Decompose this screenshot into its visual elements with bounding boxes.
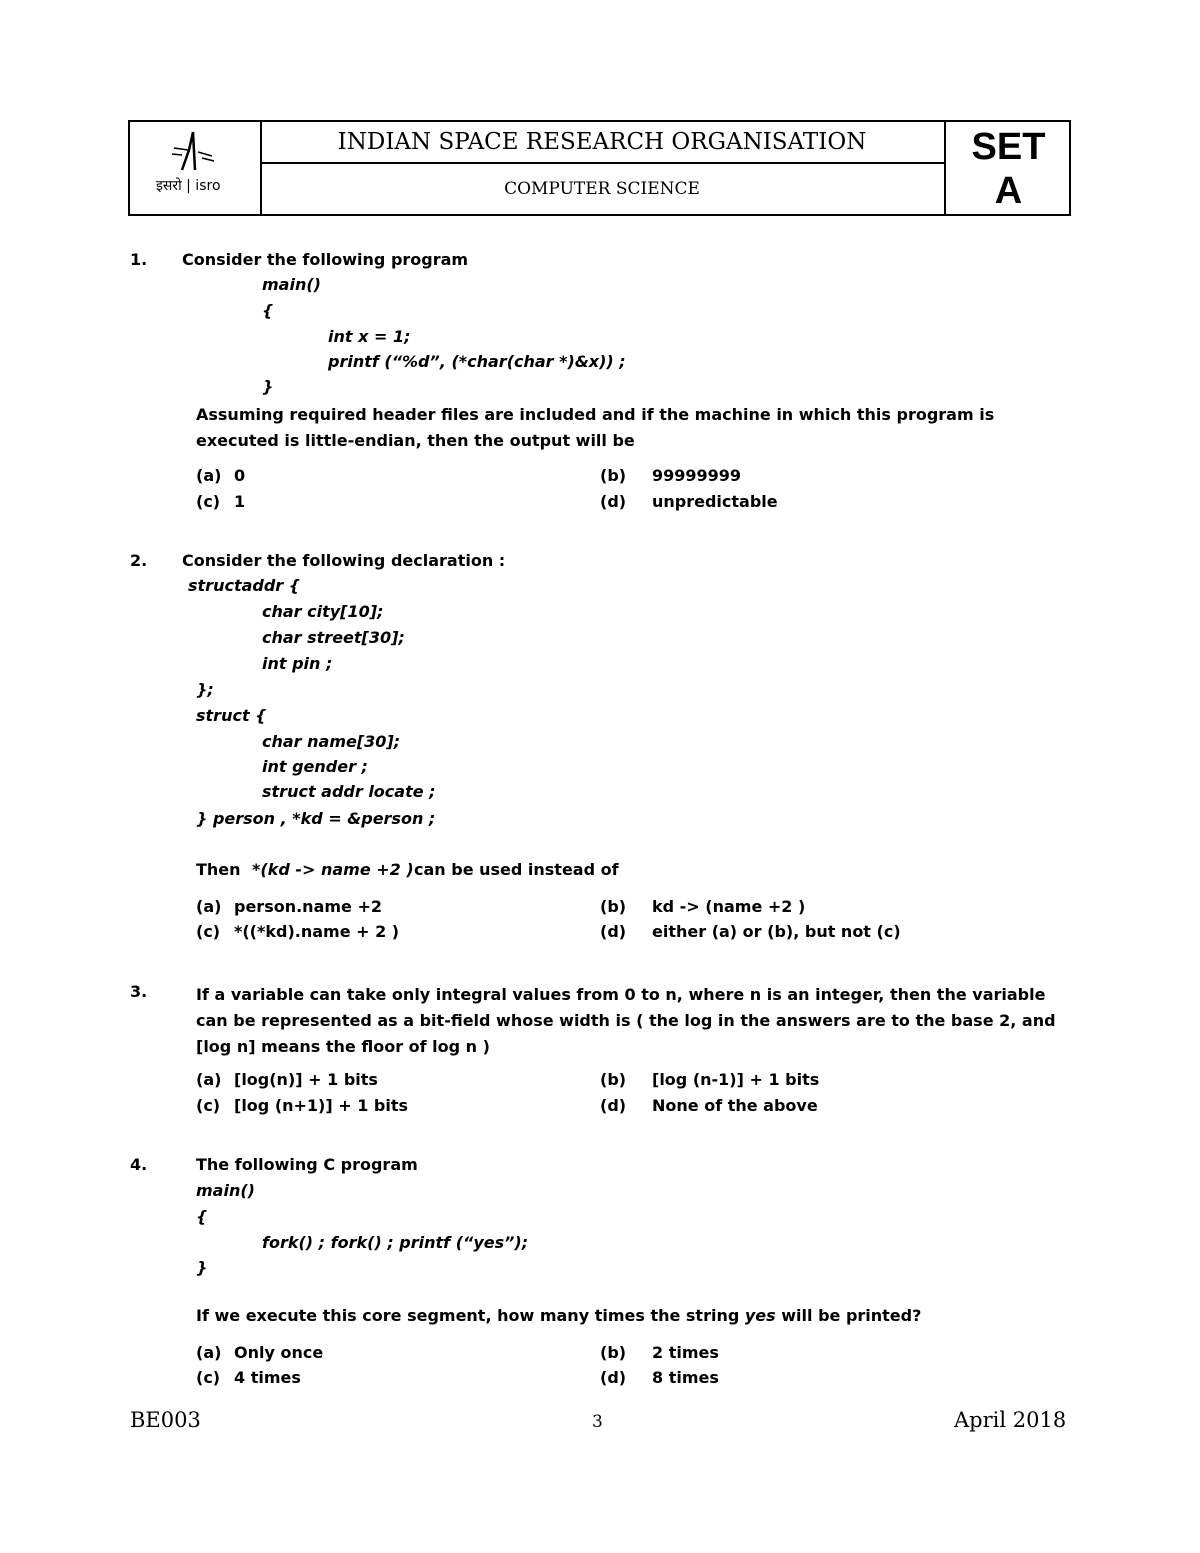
logo-text: इसरो | isro bbox=[156, 178, 221, 194]
q1-option-text: 0 bbox=[234, 466, 246, 485]
q2-code-line: int pin ; bbox=[262, 654, 333, 673]
q3-option-text: [log (n+1)] + 1 bits bbox=[234, 1096, 409, 1115]
q4-number: 4. bbox=[130, 1155, 148, 1174]
header-box bbox=[128, 120, 1071, 216]
q1-code-line: int x = 1; bbox=[328, 327, 411, 346]
q1-code-line: } bbox=[262, 377, 274, 396]
q4-option-text: 8 times bbox=[652, 1368, 719, 1387]
q4-option-label: (c) bbox=[196, 1368, 221, 1387]
q4-question bbox=[196, 1306, 921, 1326]
q4-prompt: The following C program bbox=[196, 1155, 418, 1174]
q2-code-line: char name[30]; bbox=[262, 732, 401, 751]
q4-code-line: } bbox=[196, 1258, 208, 1277]
q2-option-label: (d) bbox=[600, 922, 627, 941]
q3-option-label: (a) bbox=[196, 1070, 222, 1089]
q2-prompt: Consider the following declaration : bbox=[182, 551, 506, 570]
q2-code-line: int gender ; bbox=[262, 757, 368, 776]
set-cell bbox=[944, 122, 1071, 214]
q2-then-tail: can be used instead of bbox=[414, 860, 619, 879]
q3-option-text: None of the above bbox=[652, 1096, 818, 1115]
q4-option-label: (b) bbox=[600, 1343, 627, 1362]
q4-question-pre: If we execute this core segment, how many times the string bbox=[196, 1306, 745, 1325]
title-cell bbox=[260, 122, 944, 214]
q4-option-text: 2 times bbox=[652, 1343, 719, 1362]
q2-option-text: person.name +2 bbox=[234, 897, 382, 916]
q1-option-text: 1 bbox=[234, 492, 246, 511]
q3-number: 3. bbox=[130, 982, 148, 1001]
q4-option-label: (a) bbox=[196, 1343, 222, 1362]
q2-option-text: either (a) or (b), but not (c) bbox=[652, 922, 901, 941]
q4-question-post: will be printed? bbox=[775, 1306, 922, 1325]
q4-option-label: (d) bbox=[600, 1368, 627, 1387]
isro-logo-icon bbox=[168, 130, 218, 174]
subject-title: COMPUTER SCIENCE bbox=[504, 179, 700, 199]
q4-question-emphasis: yes bbox=[744, 1306, 776, 1325]
q3-option-label: (b) bbox=[600, 1070, 627, 1089]
q2-code-line: } person , *kd = &person ; bbox=[196, 809, 436, 828]
q3-option-text: [log(n)] + 1 bits bbox=[234, 1070, 378, 1089]
q2-code-line: struct addr locate ; bbox=[262, 782, 436, 801]
q1-number: 1. bbox=[130, 250, 148, 269]
q1-code-line: printf (“%d”, (*char(char *)&x)) ; bbox=[328, 352, 626, 371]
q1-option-label: (a) bbox=[196, 466, 222, 485]
q4-code-line: main() bbox=[196, 1181, 255, 1200]
q2-then-expression: *(kd -> name +2 ) bbox=[252, 860, 414, 879]
q2-code-line: char city[10]; bbox=[262, 602, 384, 621]
q1-option-label: (b) bbox=[600, 466, 627, 485]
q1-option-label: (d) bbox=[600, 492, 627, 511]
q2-code-line: structaddr { bbox=[188, 576, 301, 595]
q2-code-line: char street[30]; bbox=[262, 628, 405, 647]
q1-code-line: { bbox=[262, 301, 274, 320]
q3-option-label: (c) bbox=[196, 1096, 221, 1115]
q2-option-text: kd -> (name +2 ) bbox=[652, 897, 806, 916]
q2-option-text: *((*kd).name + 2 ) bbox=[234, 922, 400, 941]
q3-option-text: [log (n-1)] + 1 bits bbox=[652, 1070, 820, 1089]
footer-code: BE003 bbox=[130, 1408, 201, 1432]
q2-code-line: }; bbox=[196, 680, 214, 699]
q1-option-text: 99999999 bbox=[652, 466, 742, 485]
organisation-title: INDIAN SPACE RESEARCH ORGANISATION bbox=[260, 122, 944, 164]
set-label: SET bbox=[971, 126, 1046, 168]
set-value: A bbox=[994, 170, 1023, 212]
logo-cell bbox=[130, 122, 262, 214]
q1-option-text: unpredictable bbox=[652, 492, 778, 511]
q1-option-label: (c) bbox=[196, 492, 221, 511]
q3-text: If a variable can take only integral values from 0 to n, where n is an integer, then the variable can be represented as a bit-field whose width is ( the log in the answers are to the base 2, and [log n] means the floor of log n ) bbox=[196, 985, 1056, 1056]
q2-number: 2. bbox=[130, 551, 148, 570]
q2-option-label: (a) bbox=[196, 897, 222, 916]
page-number: 3 bbox=[592, 1412, 603, 1432]
q4-option-text: Only once bbox=[234, 1343, 324, 1362]
q2-then-label: Then bbox=[196, 860, 241, 879]
q2-option-label: (b) bbox=[600, 897, 627, 916]
q1-code-line: main() bbox=[262, 275, 321, 294]
q3-option-label: (d) bbox=[600, 1096, 627, 1115]
q1-text: Assuming required header files are included and if the machine in which this program is executed is little-endian, then the output will be bbox=[196, 405, 995, 450]
q2-option-label: (c) bbox=[196, 922, 221, 941]
q4-option-text: 4 times bbox=[234, 1368, 301, 1387]
footer-date: April 2018 bbox=[954, 1408, 1067, 1432]
q4-code-line: { bbox=[196, 1207, 208, 1226]
q2-code-line: struct { bbox=[196, 706, 267, 725]
q4-code-line: fork() ; fork() ; printf (“yes”); bbox=[262, 1233, 529, 1252]
q1-prompt: Consider the following program bbox=[182, 250, 469, 269]
